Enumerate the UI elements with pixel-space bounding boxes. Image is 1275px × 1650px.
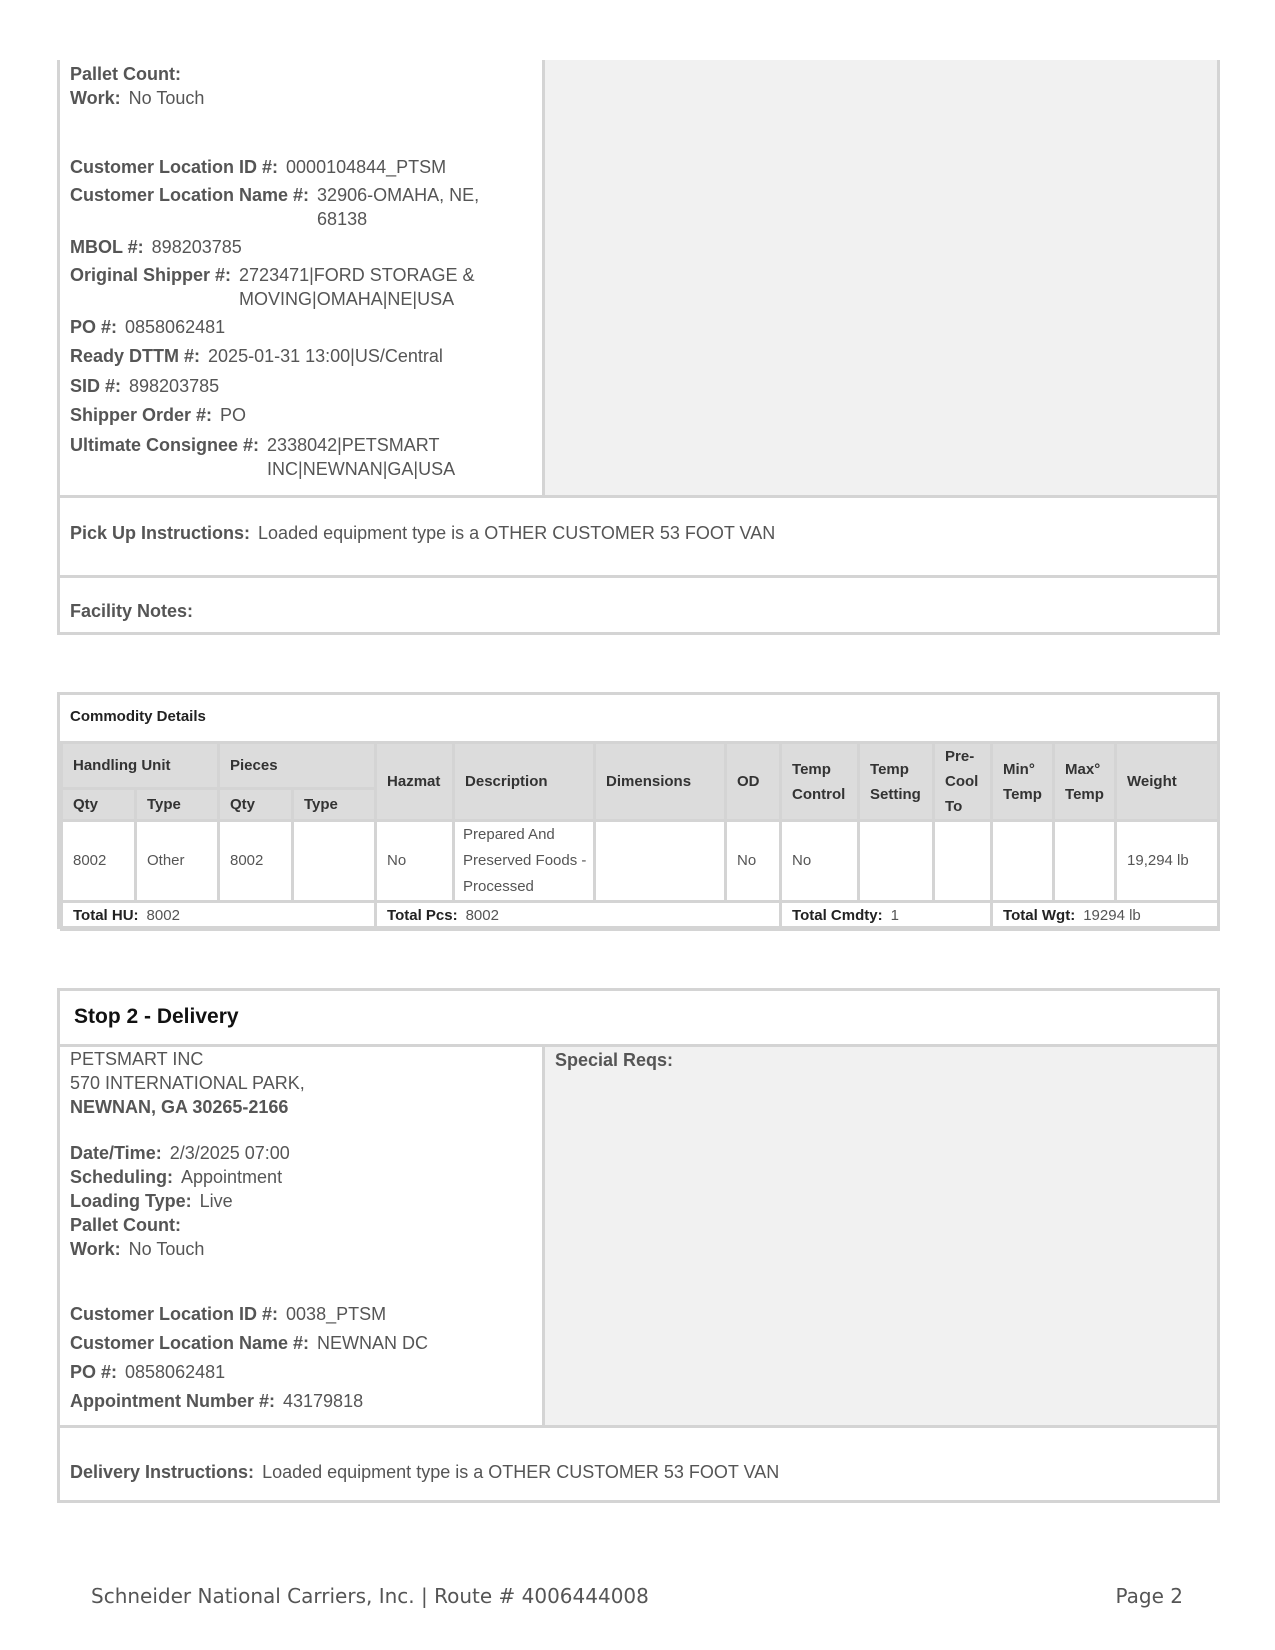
header-pc-qty: Qty [219,789,293,821]
consignee-name: PETSMART INC [70,1049,204,1069]
loading-type-row: Loading Type: Live [70,1191,233,1211]
header-hu-qty: Qty [62,789,136,821]
field-mbol: MBOL #: 898203785 [70,237,242,257]
stop1-right-panel [545,60,1217,495]
header-min-temp: Min° Temp [992,743,1054,821]
work-value: No Touch [128,88,205,108]
field-po: PO #: 0858062481 [70,1362,226,1382]
header-weight: Weight [1116,743,1219,821]
footer-route: Schneider National Carriers, Inc. | Route # 4006444008 [91,1584,649,1608]
stop1-details [60,60,545,495]
special-reqs-label: Special Reqs: [555,1050,674,1070]
total-hu: Total HU: 8002 [62,902,376,930]
datetime-row: Date/Time: 2/3/2025 07:00 [70,1143,290,1163]
commodity-details-section [57,692,1220,929]
header-pre-cool: Pre-Cool To [934,743,992,821]
field-customer-location-name: Customer Location Name #: 32906-OMAHA, NE, 68138 [70,185,480,229]
divider [60,575,1217,578]
work-row: Work: No Touch [70,1239,205,1259]
stop2-right-panel [545,1047,1217,1425]
pallet-count-row: Pallet Count: [70,1215,181,1235]
stop2-header [60,991,1217,1047]
field-ultimate-consignee: Ultimate Consignee #: 2338042|PETSMART INC|NEWNAN|GA|USA [70,435,456,479]
total-pcs: Total Pcs: 8002 [376,902,781,930]
header-description: Description [454,743,595,821]
commodity-table [60,741,1220,931]
delivery-instructions: Delivery Instructions: Loaded equipment type is a OTHER CUSTOMER 53 FOOT VAN [70,1462,780,1482]
facility-notes: Facility Notes: [70,601,194,621]
stop2-details [60,1047,545,1425]
header-dimensions: Dimensions [595,743,726,821]
total-cmdty: Total Cmdty: 1 [781,902,992,930]
field-customer-location-id: Customer Location ID #: 0038_PTSM [70,1304,387,1324]
header-hazmat: Hazmat [376,743,454,821]
field-po: PO #: 0858062481 [70,317,226,337]
header-od: OD [726,743,781,821]
stop2-section [57,988,1220,1503]
work-label: Work: [70,88,121,108]
divider [60,495,1217,498]
consignee-address: 570 INTERNATIONAL PARK, [70,1073,305,1093]
table-row: 8002 Other 8002 No Prepared And Preserved Foods - Processed No No 19,294 lb [62,821,1219,902]
total-wgt: Total Wgt: 19294 lb [992,902,1219,930]
field-shipper-order: Shipper Order #: PO [70,405,247,425]
pallet-count-label: Pallet Count: [70,64,181,84]
field-original-shipper: Original Shipper #: 2723471|FORD STORAGE & MOVING|OMAHA|NE|USA [70,265,475,309]
pickup-instructions: Pick Up Instructions: Loaded equipment type is a OTHER CUSTOMER 53 FOOT VAN [70,523,776,543]
totals-row [62,902,1219,930]
field-customer-location-name: Customer Location Name #: NEWNAN DC [70,1333,429,1353]
field-appointment-number: Appointment Number #: 43179818 [70,1391,364,1411]
scheduling-row: Scheduling: Appointment [70,1167,283,1187]
header-temp-setting: Temp Setting [859,743,934,821]
page-footer [91,1584,1183,1608]
header-pieces: Pieces [219,743,376,789]
header-pc-type: Type [293,789,376,821]
field-ready-dttm: Ready DTTM #: 2025-01-31 13:00|US/Central [70,346,443,366]
header-handling-unit: Handling Unit [62,743,219,789]
footer-page-number: Page 2 [1115,1584,1183,1608]
header-temp-control: Temp Control [781,743,859,821]
stop1-section [57,60,1220,635]
header-hu-type: Type [136,789,219,821]
header-max-temp: Max° Temp [1054,743,1116,821]
field-customer-location-id: Customer Location ID #: 0000104844_PTSM [70,157,447,177]
field-sid: SID #: 898203785 [70,376,220,396]
stop2-title: Stop 2 - Delivery [74,1005,239,1028]
divider [60,1425,1217,1428]
commodity-title: Commodity Details [70,708,206,725]
consignee-city-state-zip: NEWNAN, GA 30265-2166 [70,1097,289,1117]
